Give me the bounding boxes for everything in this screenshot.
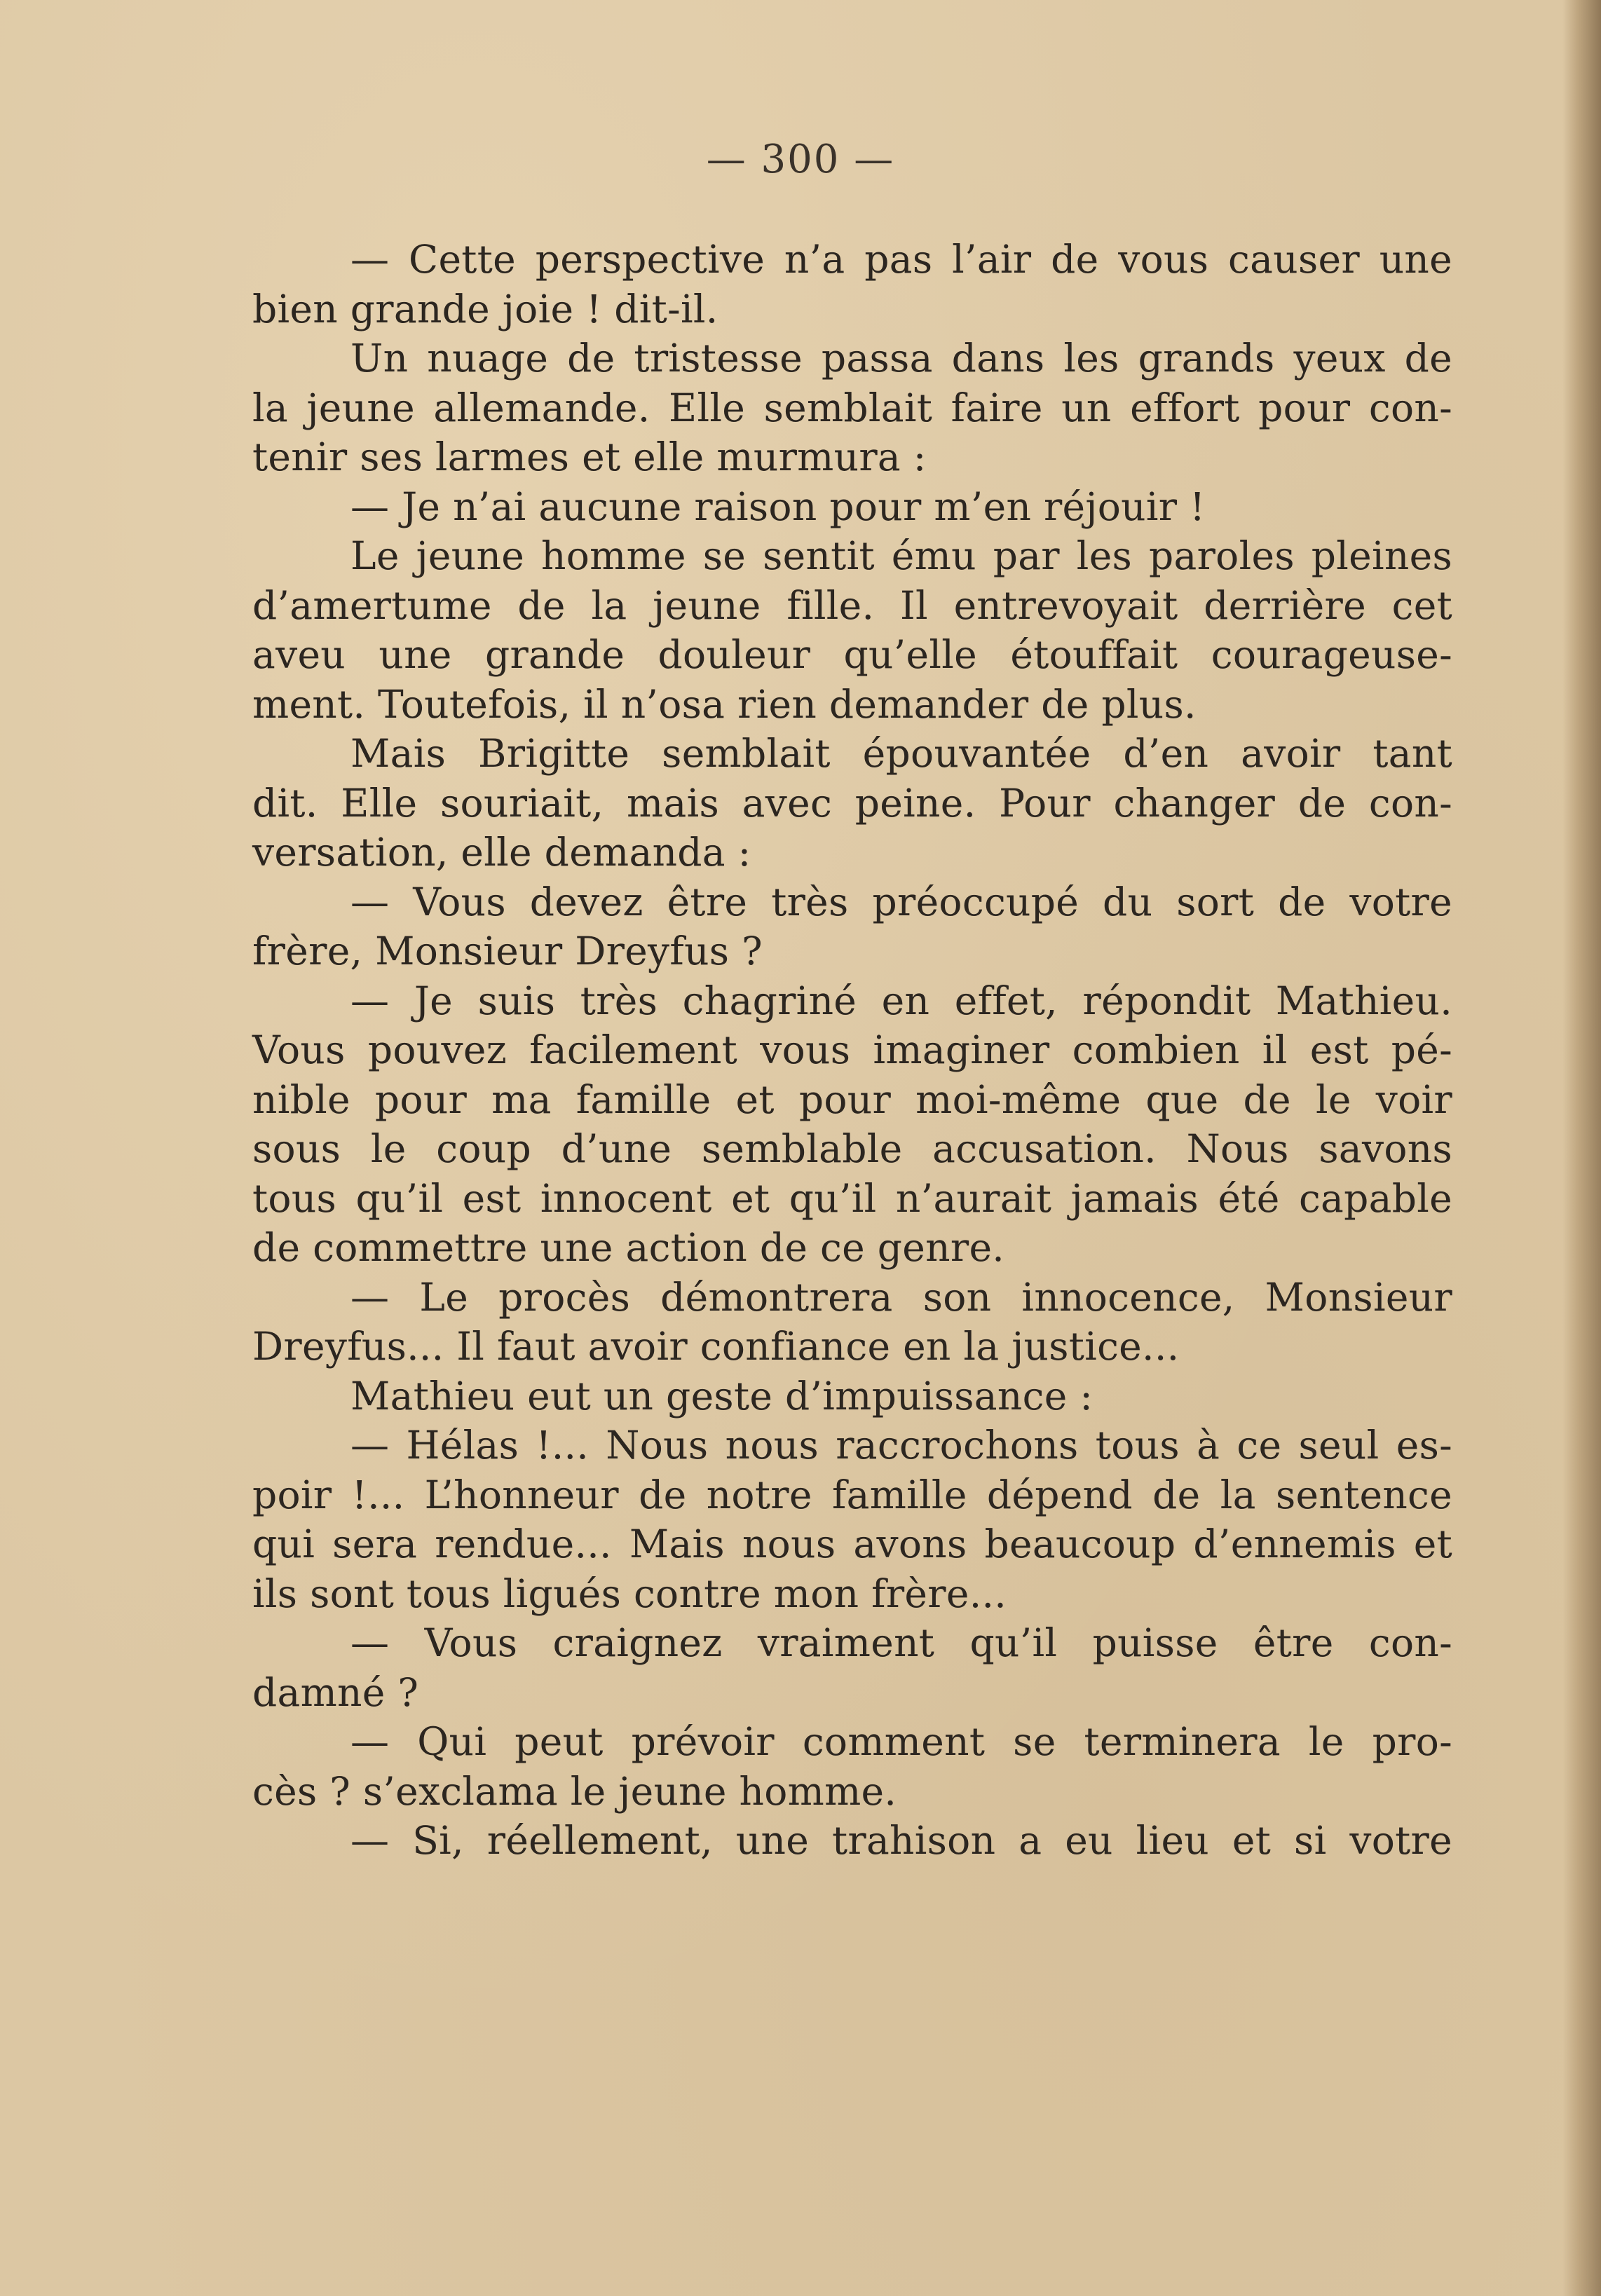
- text-line: ment. Toutefois, il n’osa rien demander de plus.: [252, 681, 1197, 727]
- text-line: de commettre une action de ce genre.: [252, 1225, 1005, 1270]
- text-line: poir !... L’honneur de notre famille dépend de la sentence: [252, 1472, 1452, 1517]
- text-line: tenir ses larmes et elle murmura :: [252, 435, 927, 479]
- text-line: la jeune allemande. Elle semblait faire un effort pour con-: [252, 385, 1452, 430]
- text-line: bien grande joie ! dit-il.: [252, 286, 718, 332]
- text-line: nible pour ma famille et pour moi-même que de le voir: [252, 1077, 1452, 1122]
- text-line: — Vous devez être très préoccupé du sort de votre: [350, 879, 1452, 924]
- body-text: [252, 235, 1452, 1866]
- text-line: Un nuage de tristesse passa dans les grands yeux de: [350, 336, 1452, 381]
- text-line: dit. Elle souriait, mais avec peine. Pour changer de con-: [252, 780, 1452, 826]
- text-line: versation, elle demanda :: [252, 830, 751, 875]
- text-line: Vous pouvez facilement vous imaginer combien il est pé-: [252, 1027, 1452, 1072]
- text-line: tous qu’il est innocent et qu’il n’aurait jamais été capable: [252, 1175, 1452, 1221]
- text-line: — Je suis très chagriné en effet, répondit Mathieu.: [350, 978, 1452, 1023]
- text-line: Dreyfus... Il faut avoir confiance en la justice...: [252, 1324, 1180, 1369]
- text-line: damné ?: [252, 1669, 419, 1715]
- text-line: Le jeune homme se sentit ému par les paroles pleines: [350, 533, 1452, 578]
- text-line: sous le coup d’une semblable accusation. Nous savons: [252, 1126, 1452, 1171]
- page-number: — 300 —: [706, 137, 895, 182]
- text-line: Mais Brigitte semblait épouvantée d’en avoir tant: [350, 731, 1452, 776]
- text-line: cès ? s’exclama le jeune homme.: [252, 1768, 897, 1814]
- text-line: — Vous craignez vraiment qu’il puisse être con-: [350, 1620, 1452, 1665]
- text-line: — Le procès démontrera son innocence, Monsieur: [350, 1274, 1452, 1320]
- text-line: frère, Monsieur Dreyfus ?: [252, 929, 763, 973]
- text-line: ils sont tous ligués contre mon frère...: [252, 1571, 1007, 1616]
- text-line: — Si, réellement, une trahison a eu lieu et si votre: [350, 1818, 1452, 1863]
- text-line: d’amertume de la jeune fille. Il entrevoyait derrière cet: [252, 582, 1452, 628]
- text-line: — Qui peut prévoir comment se terminera le pro-: [350, 1719, 1452, 1764]
- text-line: — Cette perspective n’a pas l’air de vous causer une: [350, 237, 1452, 282]
- text-line: — Je n’ai aucune raison pour m’en réjouir !: [350, 484, 1206, 529]
- text-line: Mathieu eut un geste d’impuissance :: [350, 1373, 1094, 1419]
- text-line: — Hélas !... Nous nous raccrochons tous à ce seul es-: [350, 1423, 1452, 1468]
- text-line: aveu une grande douleur qu’elle étouffait courageuse-: [252, 632, 1452, 677]
- text-line: qui sera rendue... Mais nous avons beaucoup d’ennemis et: [252, 1522, 1452, 1566]
